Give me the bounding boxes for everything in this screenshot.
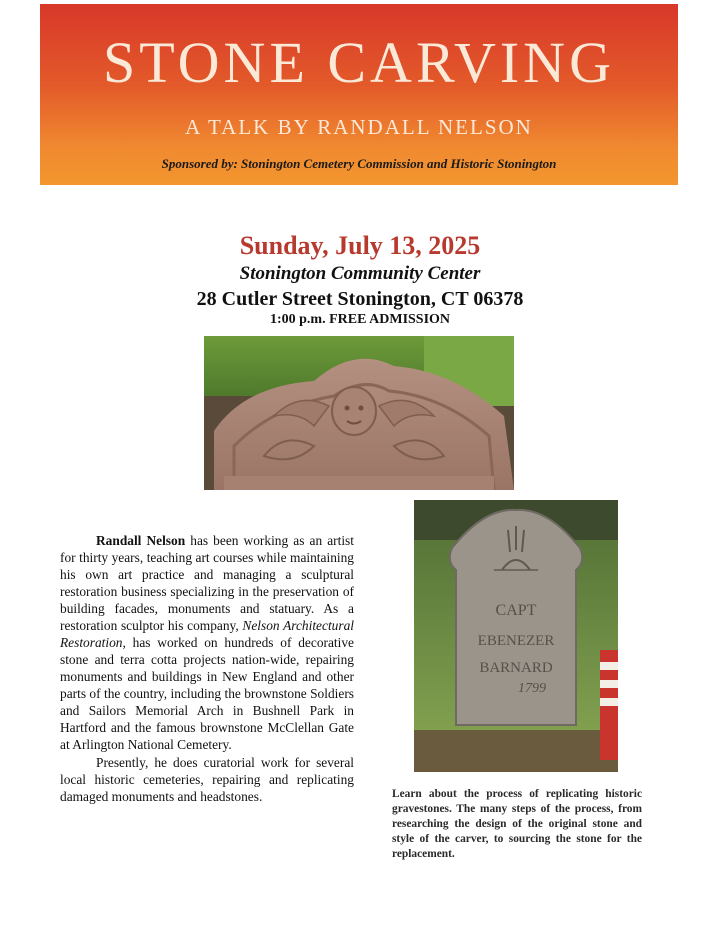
gravestone-photo xyxy=(414,500,618,772)
event-date: Sunday, July 13, 2025 xyxy=(239,231,481,260)
photo-caption: Learn about the process of replicating historic gravestones. The many steps of the process, from researching the design of the original stone and style of the carver, to sourcing the stone for the replacement. xyxy=(392,788,642,860)
carved-tympanum-photo xyxy=(204,336,514,490)
bio-paragraph-2: Presently, he does curatorial work for several local historic cemeteries, repairing and replicating damaged monuments and headstones. xyxy=(60,755,354,804)
banner-sponsor: Sponsored by: Stonington Cemetery Commission and Historic Stonington xyxy=(161,156,557,171)
bio-company: Nelson Architectural Restoration xyxy=(60,618,354,650)
gravestone-line-3: BARNARD xyxy=(479,660,553,676)
event-venue: Stonington Community Center xyxy=(239,263,481,284)
bio-name: Randall Nelson xyxy=(96,533,186,548)
bio-text xyxy=(60,532,354,805)
event-address: 28 Cutler Street Stonington, CT 06378 xyxy=(196,288,524,310)
gravestone-year: 1799 xyxy=(518,681,546,696)
bio-text-2: , has worked on hundreds of decorative stone and terra cotta projects nation-wide, repairing monuments and buildings in New England and other parts of the country, including the brownstone Soldiers and Sailors Memorial Arch in Bushnell Park in Hartford and the famous brownstone McClellan Gate at Arlington National Cemetery. xyxy=(60,635,354,752)
gravestone-line-2: EBENEZER xyxy=(477,633,555,649)
header-banner xyxy=(40,4,678,185)
banner-subtitle: A TALK BY RANDALL NELSON xyxy=(185,115,533,139)
bio-text-1: has been working as an artist for thirty years, teaching art courses while maintaining his own art practice and managing a sculptural restoration business specializing in the preservation of building facades, monuments and statuary. As a restoration sculptor his company, xyxy=(60,533,354,633)
bio-paragraph-1 xyxy=(60,532,354,753)
event-time: 1:00 p.m. FREE ADMISSION xyxy=(269,312,451,327)
banner-title: STONE CARVING xyxy=(103,30,615,95)
gravestone-line-1: CAPT xyxy=(495,602,537,619)
